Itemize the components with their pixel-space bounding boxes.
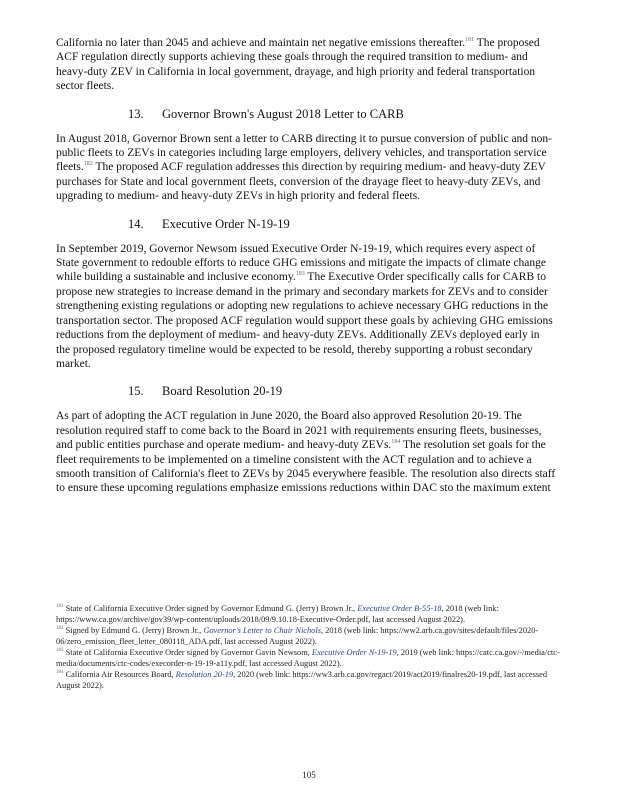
paragraph-text: As part of adopting the ACT regulation in June 2020, the Board also approved Resolution 20-19. The resolution required staff to come back to the Board in 2021 with requirements ensuring fleets, businesses, and public entities purchase and operate medium- and heavy-duty ZEVs. — [56, 410, 542, 452]
footnote-link[interactable]: Executive Order B-55-18 — [357, 604, 442, 613]
footnote-text: State of California Executive Order signed by Governor Edmund G. (Jerry) Brown Jr., — [65, 604, 358, 613]
footnote-184 — [56, 669, 561, 691]
section-heading-14 — [56, 216, 556, 232]
page-number: 105 — [302, 770, 316, 780]
footnote-number: 181 — [56, 604, 64, 610]
footnote-number: 182 — [56, 626, 64, 632]
footnote-link[interactable]: Executive Order N-19-19 — [311, 648, 397, 657]
paragraph-governor-letter — [56, 132, 556, 204]
paragraph-text: The Executive Order specifically calls for CARB to propose new strategies to increase demand in the primary and secondary markets for ZEVs and to consider strengthening existing regulations or adopting new regulations to achieve necessary GHG reductions in the transportation sector. The proposed ACF regulation would support these goals by achieving GHG emissions reductions from the deployment of medium- and heavy-duty ZEVs. Additionally ZEVs deployed early in the proposed regulatory timeline would be expected to be resold, thereby supporting a robust secondary market. — [56, 271, 553, 370]
footnote-ref[interactable]: 184 — [391, 439, 401, 446]
paragraph-goals — [56, 36, 556, 94]
footnote-text: , 2020 (web link: https://ww3.arb.ca.gov/regact/2019/act2019/finalres20-19.pdf, last accessed August 2022). — [56, 670, 548, 690]
section-number: 13. — [128, 106, 144, 121]
footnote-link[interactable]: Resolution 20-19 — [175, 670, 234, 679]
section-number: 15. — [128, 384, 144, 399]
paragraph-board-resolution — [56, 409, 556, 495]
footnote-text: , 2019 (web link: https://catc.ca.gov/-/media/ctc-media/documents/ctc-codes/execorder-n-19-19-a11y.pdf, last accessed August 2022). — [56, 648, 560, 668]
footnote-number: 183 — [56, 648, 64, 654]
footnotes — [56, 603, 561, 691]
section-number: 14. — [128, 216, 144, 231]
footnote-ref[interactable]: 182 — [83, 161, 93, 168]
paragraph-text: The proposed ACF regulation addresses this direction by requiring medium- and heavy-duty ZEV purchases for State and local government fleets, conversion of the drayage fleet to heavy-duty ZEVs, and upgrading to medium- and heavy-duty ZEVs in high priority and federal fleets. — [56, 161, 546, 203]
section-title: Executive Order N-19-19 — [162, 216, 290, 231]
footnote-182 — [56, 625, 561, 647]
footnote-text: , 2018 (web link: https://ww2.arb.ca.gov/sites/default/files/2020-06/zero_emission_fleet_letter_080118_ADA.pdf, last accessed August 2022). — [56, 626, 539, 646]
footnote-ref[interactable]: 181 — [465, 37, 475, 44]
footnote-181 — [56, 603, 561, 625]
section-title: Board Resolution 20-19 — [162, 384, 283, 399]
footnote-number: 184 — [56, 670, 64, 676]
paragraph-text: In August 2018, Governor Brown sent a letter to CARB directing it to pursue conversion of public and non-public fleets to ZEVs in categories including large employers, delivery vehicles, and transportation service fleets. — [56, 132, 553, 174]
paragraph-text: The proposed ACF regulation directly supports achieving these goals through the required transition to medium- and heavy-duty ZEV in California in local government, drayage, and high priority and federal transportation sector fleets. — [56, 37, 540, 93]
section-heading-15 — [56, 383, 556, 399]
footnote-link[interactable]: Governor's Letter to Chair Nichols — [203, 626, 321, 635]
paragraph-text: In September 2019, Governor Newsom issued Executive Order N-19-19, which requires every aspect of State government to redouble efforts to reduce GHG emissions and mitigate the impacts of climate change while building a sustainable and inclusive economy. — [56, 242, 546, 284]
footnote-ref[interactable]: 183 — [295, 271, 305, 278]
paragraph-text: The resolution set goals for the fleet requirements to be implemented on a timeline consistent with the ACT regulation and to achieve a smooth transition of California's fleet to ZEVs by 2045 everywhere feasible. The resolution also directs staff to ensure these upcoming regulations emphasize emissions reductions within DAC sto the maximum extent — [56, 439, 556, 495]
footnote-183 — [56, 647, 561, 669]
footnote-text: State of California Executive Order signed by Governor Gavin Newsom, — [65, 648, 312, 657]
page-body — [56, 36, 556, 496]
section-heading-13 — [56, 106, 556, 122]
paragraph-text: California no later than 2045 and achieve and maintain net negative emissions thereafter. — [56, 37, 466, 49]
footnote-text: Signed by Edmund G. (Jerry) Brown Jr., — [65, 626, 204, 635]
section-title: Governor Brown's August 2018 Letter to CARB — [162, 106, 404, 121]
footnote-text: California Air Resources Board, — [65, 670, 176, 679]
footnote-text: , 2018 (web link: https://www.ca.gov/archive/gov39/wp-content/uploads/2018/09/9.10.18-Executive-Order.pdf, last accessed August 2022). — [56, 604, 499, 624]
paragraph-executive-order — [56, 242, 556, 372]
